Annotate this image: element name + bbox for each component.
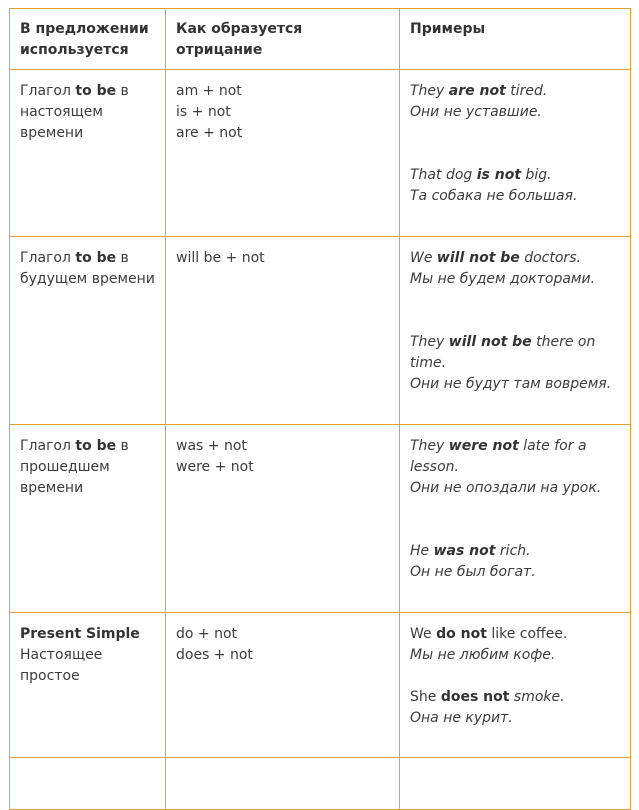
examples-cell <box>400 613 631 758</box>
example-en: She does not smoke. <box>410 689 565 705</box>
table-row <box>10 237 631 425</box>
example-ru: Он не был богат. <box>410 564 536 580</box>
examples-cell <box>400 758 631 810</box>
example-en: They will not be there on time. <box>410 334 596 371</box>
form-line: am + not <box>176 83 242 99</box>
example-ru: Они не уставшие. <box>410 104 542 120</box>
usage-bold: to be <box>75 438 117 454</box>
negation-table <box>9 8 631 810</box>
table-row <box>10 758 631 810</box>
form-line: do + not <box>176 626 238 642</box>
usage-bold: Present Simple <box>20 626 140 642</box>
example-en: They were not late for a lesson. <box>410 438 587 475</box>
header-formation: Как образуется отрицание <box>166 9 400 70</box>
form-line: is + not <box>176 104 231 120</box>
usage-cell: Глагол to be в прошедшем времени <box>10 425 166 613</box>
example-ru: Мы не будем докторами. <box>410 271 596 287</box>
examples-cell <box>400 425 631 613</box>
header-usage: В предложении используется <box>10 9 166 70</box>
form-line: will be + not <box>176 250 265 266</box>
form-line: are + not <box>176 125 243 141</box>
example-ru: Они не опоздали на урок. <box>410 480 602 496</box>
example-ru: Она не курит. <box>410 710 513 726</box>
example-en: That dog is not big. <box>410 167 552 183</box>
usage-cell: Глагол to be в настоящем времени <box>10 70 166 237</box>
table-row <box>10 70 631 237</box>
table-row <box>10 613 631 758</box>
usage-bold: to be <box>75 250 117 266</box>
form-line: does + not <box>176 647 253 663</box>
table-row <box>10 425 631 613</box>
formation-cell <box>166 758 400 810</box>
header-examples: Примеры <box>400 9 631 70</box>
usage-cell <box>10 758 166 810</box>
formation-cell <box>166 425 400 613</box>
examples-cell <box>400 70 631 237</box>
example-ru: Мы не любим кофе. <box>410 647 556 663</box>
usage-cell: Глагол to be в будущем времени <box>10 237 166 425</box>
example-ru: Они не будут там вовремя. <box>410 376 612 392</box>
examples-cell <box>400 237 631 425</box>
example-en: We will not be doctors. <box>410 250 581 266</box>
formation-cell <box>166 70 400 237</box>
form-line: were + not <box>176 459 254 475</box>
form-line: was + not <box>176 438 247 454</box>
example-en: We do not like coffee. <box>410 626 568 642</box>
formation-cell <box>166 237 400 425</box>
example-ru: Та собака не большая. <box>410 188 578 204</box>
header-row <box>10 9 631 70</box>
example-en: They are not tired. <box>410 83 548 99</box>
usage-bold: to be <box>75 83 117 99</box>
example-en: He was not rich. <box>410 543 531 559</box>
usage-cell: Present Simple Настоящее простое <box>10 613 166 758</box>
formation-cell <box>166 613 400 758</box>
